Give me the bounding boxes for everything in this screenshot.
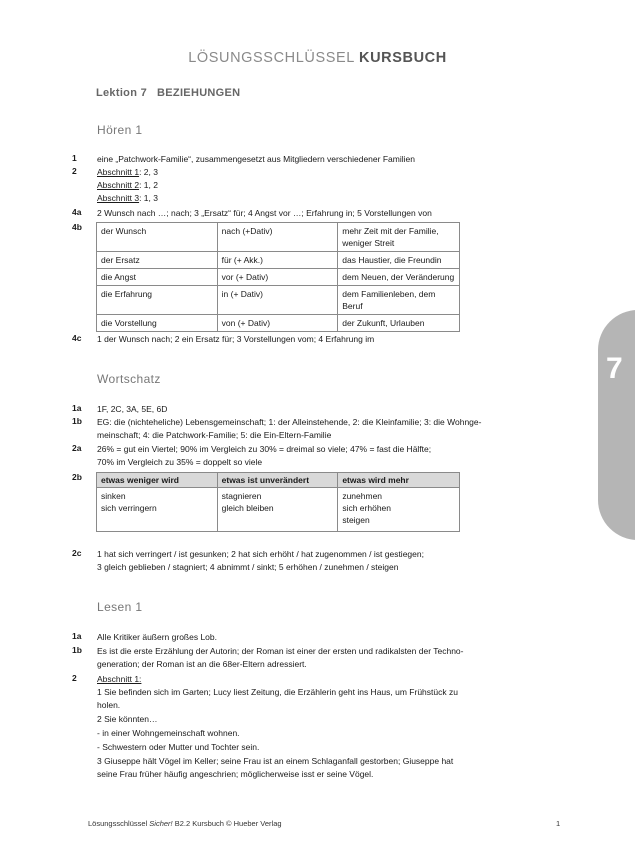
answer-text: EG: die (nichteheliche) Lebensgemeinschaft; 1: der Alleinstehende, 2: die Kleinfamilie; 3: die Wohnge- bbox=[97, 417, 482, 427]
cell-line: gleich bleiben bbox=[221, 503, 274, 513]
table-row bbox=[97, 286, 460, 315]
cell-line: sich erhöhen bbox=[342, 503, 391, 513]
lesson-heading: Lektion 7 BEZIEHUNGEN bbox=[96, 87, 241, 99]
answer-text: 3 Giuseppe hält Vögel im Keller; seine Frau ist an einem Schlaganfall gestorben; Giuseppe hat bbox=[97, 756, 454, 766]
table-cell bbox=[217, 488, 338, 532]
cell-line: steigen bbox=[342, 515, 370, 525]
item-number: 4c bbox=[72, 333, 82, 343]
table-row bbox=[97, 252, 460, 269]
table-row bbox=[97, 488, 460, 532]
abschnitt-label: Abschnitt 3 bbox=[97, 193, 140, 203]
title-bold: KURSBUCH bbox=[359, 50, 447, 66]
answer-text: 70% im Vergleich zu 35% = doppelt so viele bbox=[97, 457, 263, 467]
table-cell: von (+ Dativ) bbox=[217, 315, 338, 332]
section-title-wortschatz: Wortschatz bbox=[97, 372, 161, 386]
answer-text: 26% = gut ein Viertel; 90% im Vergleich zu 30% = dreimal so viele; 47% = fast die Hälfte; bbox=[97, 444, 432, 454]
answer-text: 1 der Wunsch nach; 2 ein Ersatz für; 3 Vorstellungen vom; 4 Erfahrung im bbox=[97, 334, 375, 344]
table-cell: der Wunsch bbox=[97, 223, 218, 252]
answer-text: generation; der Roman ist an die 68er-Eltern adressiert. bbox=[97, 659, 307, 669]
table-row bbox=[97, 223, 460, 252]
answer-text: 1 Sie befinden sich im Garten; Lucy liest Zeitung, die Erzählerin geht ins Haus, um Frühstück zu bbox=[97, 687, 458, 697]
cell-line: sinken bbox=[101, 491, 126, 501]
footer-text bbox=[88, 819, 282, 828]
abschnitt-label: Abschnitt 2 bbox=[97, 180, 140, 190]
item-number: 2 bbox=[72, 673, 77, 683]
answer-text bbox=[97, 192, 158, 204]
table-cell: mehr Zeit mit der Familie, weniger Streit bbox=[338, 223, 460, 252]
table-header: etwas wird mehr bbox=[338, 473, 460, 488]
item-number: 4b bbox=[72, 222, 82, 232]
table-cell: der Zukunft, Urlauben bbox=[338, 315, 460, 332]
table-cell: dem Familienleben, dem Beruf bbox=[338, 286, 460, 315]
chapter-side-tab bbox=[598, 310, 635, 540]
abschnitt-value: : 1, 2 bbox=[139, 180, 158, 190]
answer-text: eine „Patchwork-Familie“, zusammengesetzt aus Mitgliedern verschiedener Familien bbox=[97, 154, 415, 164]
item-number: 4a bbox=[72, 207, 82, 217]
table-row bbox=[97, 315, 460, 332]
table-header-row bbox=[97, 473, 460, 488]
answer-text: seine Frau früher häufig angeschrien; möglicherweise isst er seine Vögel. bbox=[97, 769, 374, 779]
item-number: 2a bbox=[72, 443, 82, 453]
table-cell: die Angst bbox=[97, 269, 218, 286]
change-table bbox=[96, 472, 460, 532]
answer-text: 2 Wunsch nach …; nach; 3 „Ersatz“ für; 4 Angst vor …; Erfahrung in; 5 Vorstellungen von bbox=[97, 208, 432, 218]
item-number: 1a bbox=[72, 631, 82, 641]
item-number: 1a bbox=[72, 403, 82, 413]
abschnitt-value: : 1, 3 bbox=[139, 193, 158, 203]
table-cell: dem Neuen, der Veränderung bbox=[338, 269, 460, 286]
answer-text: holen. bbox=[97, 700, 121, 710]
table-cell: vor (+ Dativ) bbox=[217, 269, 338, 286]
item-number: 1b bbox=[72, 416, 82, 426]
answer-text: - in einer Wohngemeinschaft wohnen. bbox=[97, 728, 240, 738]
answer-text: Alle Kritiker äußern großes Lob. bbox=[97, 632, 217, 642]
footer-part: B2.2 Kursbuch © Hueber Verlag bbox=[172, 819, 282, 828]
answer-text: 2 Sie könnten… bbox=[97, 714, 158, 724]
chapter-number: 7 bbox=[606, 352, 623, 385]
answer-text bbox=[97, 179, 158, 191]
table-cell: das Haustier, die Freundin bbox=[338, 252, 460, 269]
page-number: 1 bbox=[556, 819, 561, 828]
table-row bbox=[97, 269, 460, 286]
page-title bbox=[0, 50, 635, 66]
table-cell: der Ersatz bbox=[97, 252, 218, 269]
item-number: 2 bbox=[72, 166, 77, 176]
table-header: etwas ist unverändert bbox=[217, 473, 338, 488]
cell-line: sich verringern bbox=[101, 503, 157, 513]
footer-part: Lösungsschlüssel bbox=[88, 819, 150, 828]
abschnitt-label: Abschnitt 1: bbox=[97, 674, 142, 684]
table-header: etwas weniger wird bbox=[97, 473, 218, 488]
answer-text: 3 gleich geblieben / stagniert; 4 abnimmt / sinkt; 5 erhöhen / zunehmen / steigen bbox=[97, 562, 399, 572]
title-light: LÖSUNGSSCHLÜSSEL bbox=[188, 50, 360, 66]
table-cell: nach (+Dativ) bbox=[217, 223, 338, 252]
item-number: 1 bbox=[72, 153, 77, 163]
preposition-table bbox=[96, 222, 460, 332]
answer-text: 1 hat sich verringert / ist gesunken; 2 hat sich erhöht / hat zugenommen / ist gestiegen; bbox=[97, 549, 424, 559]
answer-text: 1F, 2C, 3A, 5E, 6D bbox=[97, 404, 168, 414]
table-cell bbox=[338, 488, 460, 532]
table-cell: die Erfahrung bbox=[97, 286, 218, 315]
item-number: 2c bbox=[72, 548, 82, 558]
item-number: 1b bbox=[72, 645, 82, 655]
cell-line: zunehmen bbox=[342, 491, 383, 501]
footer-italic: Sicher! bbox=[149, 819, 173, 828]
table-cell bbox=[97, 488, 218, 532]
cell-line: stagnieren bbox=[221, 491, 262, 501]
section-title-lesen: Lesen 1 bbox=[97, 600, 143, 614]
answer-text: - Schwestern oder Mutter und Tochter sein. bbox=[97, 742, 260, 752]
table-cell: die Vorstellung bbox=[97, 315, 218, 332]
answer-text: Es ist die erste Erzählung der Autorin; der Roman ist einer der ersten und radikalsten der Techno- bbox=[97, 646, 464, 656]
table-cell: in (+ Dativ) bbox=[217, 286, 338, 315]
abschnitt-value: : 2, 3 bbox=[139, 167, 158, 177]
item-number: 2b bbox=[72, 472, 82, 482]
abschnitt-label: Abschnitt 1 bbox=[97, 167, 140, 177]
table-cell: für (+ Akk.) bbox=[217, 252, 338, 269]
answer-text bbox=[97, 166, 158, 178]
answer-text: meinschaft; 4: die Patchwork-Familie; 5: die Ein-Eltern-Familie bbox=[97, 430, 332, 440]
section-title-hoeren: Hören 1 bbox=[97, 123, 143, 137]
